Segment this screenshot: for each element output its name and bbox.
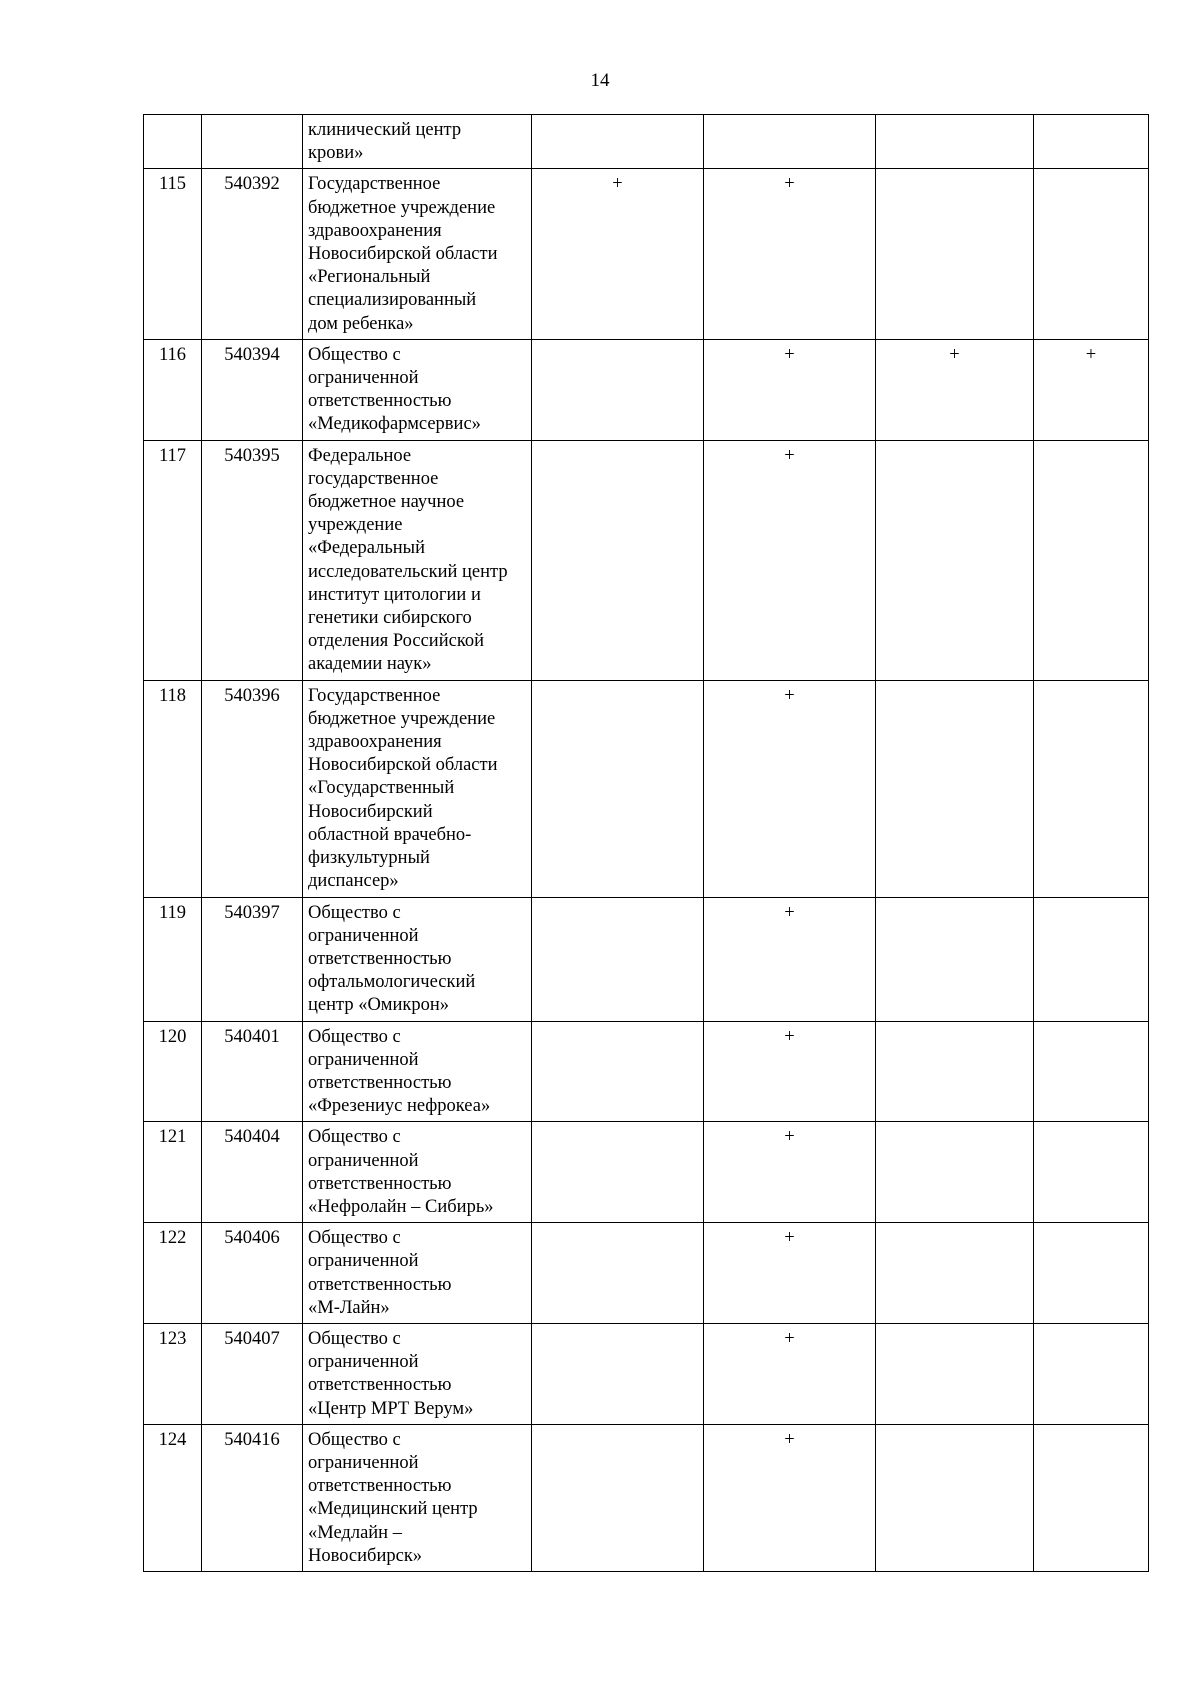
organization-name-line: «Государственный bbox=[308, 778, 455, 799]
organization-code: 540397 bbox=[202, 897, 303, 1021]
organization-name-line: ограниченной bbox=[308, 1049, 419, 1070]
organization-name-line: институт цитологии и bbox=[308, 584, 481, 605]
organization-name bbox=[303, 115, 532, 169]
mark-cell-2: + bbox=[704, 1021, 876, 1122]
mark-cell-2 bbox=[704, 115, 876, 169]
mark-cell-3: + bbox=[876, 339, 1034, 440]
mark-cell-4 bbox=[1034, 1122, 1149, 1223]
organization-name-line: центр «Омикрон» bbox=[308, 995, 450, 1016]
row-number: 124 bbox=[144, 1424, 202, 1571]
organization-name-line: ответственностью bbox=[308, 391, 452, 412]
organization-name-line: Общество с bbox=[308, 1328, 401, 1349]
organization-name-line: генетики сибирского bbox=[308, 608, 472, 629]
organization-name-line: «Нефролайн – Сибирь» bbox=[308, 1196, 494, 1217]
row-number: 120 bbox=[144, 1021, 202, 1122]
mark-cell-4 bbox=[1034, 440, 1149, 680]
mark-cell-3 bbox=[876, 1424, 1034, 1571]
mark-cell-1 bbox=[532, 1323, 704, 1424]
mark-cell-2: + bbox=[704, 440, 876, 680]
organization-code: 540401 bbox=[202, 1021, 303, 1122]
mark-cell-3 bbox=[876, 1122, 1034, 1223]
organization-name bbox=[303, 169, 532, 339]
organization-code: 540407 bbox=[202, 1323, 303, 1424]
organization-name-line: ограниченной bbox=[308, 1150, 419, 1171]
row-number: 117 bbox=[144, 440, 202, 680]
mark-cell-2: + bbox=[704, 680, 876, 897]
mark-cell-3 bbox=[876, 115, 1034, 169]
organization-name-line: учреждение bbox=[308, 515, 403, 536]
organization-name-line: областной врачебно- bbox=[308, 824, 472, 845]
mark-cell-1 bbox=[532, 1223, 704, 1324]
mark-cell-2: + bbox=[704, 897, 876, 1021]
row-number: 121 bbox=[144, 1122, 202, 1223]
table-row bbox=[144, 1223, 1149, 1324]
row-number: 122 bbox=[144, 1223, 202, 1324]
mark-cell-1 bbox=[532, 897, 704, 1021]
organization-name-line: «Федеральный bbox=[308, 538, 425, 559]
table-row bbox=[144, 1424, 1149, 1571]
organization-name-line: Новосибирской области bbox=[308, 244, 498, 265]
table-row bbox=[144, 1122, 1149, 1223]
organization-name-line: «Региональный bbox=[308, 267, 431, 288]
organization-code: 540394 bbox=[202, 339, 303, 440]
organization-code: 540396 bbox=[202, 680, 303, 897]
mark-cell-2: + bbox=[704, 339, 876, 440]
organization-name bbox=[303, 897, 532, 1021]
organization-code: 540406 bbox=[202, 1223, 303, 1324]
row-number: 123 bbox=[144, 1323, 202, 1424]
mark-cell-4 bbox=[1034, 1223, 1149, 1324]
organization-name-line: бюджетное учреждение bbox=[308, 197, 496, 218]
organization-name-line: «Медлайн – bbox=[308, 1522, 402, 1543]
organization-code: 540395 bbox=[202, 440, 303, 680]
mark-cell-3 bbox=[876, 1323, 1034, 1424]
organization-name-line: крови» bbox=[308, 143, 364, 164]
table-row bbox=[144, 1323, 1149, 1424]
organization-name-line: Новосибирск» bbox=[308, 1545, 423, 1566]
organization-name-line: бюджетное учреждение bbox=[308, 708, 496, 729]
organization-name-line: Общество с bbox=[308, 1429, 401, 1450]
mark-cell-2: + bbox=[704, 1223, 876, 1324]
organization-name-line: Государственное bbox=[308, 685, 441, 706]
organization-name-line: Общество с bbox=[308, 902, 401, 923]
organization-name-line: Новосибирский bbox=[308, 801, 433, 822]
organization-name-line: «М-Лайн» bbox=[308, 1297, 390, 1318]
row-number: 118 bbox=[144, 680, 202, 897]
organization-name-line: Федеральное bbox=[308, 445, 412, 466]
mark-cell-1 bbox=[532, 1424, 704, 1571]
organization-name bbox=[303, 1122, 532, 1223]
organization-name-line: «Медикофармсервис» bbox=[308, 414, 481, 435]
table-body bbox=[144, 115, 1149, 1572]
mark-cell-4 bbox=[1034, 1424, 1149, 1571]
mark-cell-1 bbox=[532, 1021, 704, 1122]
row-number: 119 bbox=[144, 897, 202, 1021]
mark-cell-3 bbox=[876, 1223, 1034, 1324]
organization-code: 540392 bbox=[202, 169, 303, 339]
mark-cell-3 bbox=[876, 440, 1034, 680]
organization-name-line: государственное bbox=[308, 468, 439, 489]
table-row bbox=[144, 169, 1149, 339]
organization-name-line: ответственностью bbox=[308, 1375, 452, 1396]
organization-name-line: диспансер» bbox=[308, 871, 399, 892]
mark-cell-2: + bbox=[704, 1323, 876, 1424]
page-number: 14 bbox=[590, 70, 610, 91]
organization-code bbox=[202, 115, 303, 169]
mark-cell-1 bbox=[532, 1122, 704, 1223]
organization-name-line: ограниченной bbox=[308, 925, 419, 946]
mark-cell-3 bbox=[876, 680, 1034, 897]
organization-name bbox=[303, 1223, 532, 1324]
mark-cell-3 bbox=[876, 1021, 1034, 1122]
table-row bbox=[144, 897, 1149, 1021]
organization-name-line: «Центр МРТ Верум» bbox=[308, 1398, 474, 1419]
row-number bbox=[144, 115, 202, 169]
organization-code: 540416 bbox=[202, 1424, 303, 1571]
organization-name-line: ответственностью bbox=[308, 948, 452, 969]
organization-name-line: Новосибирской области bbox=[308, 755, 498, 776]
table-row bbox=[144, 1021, 1149, 1122]
organization-name-line: «Фрезениус нефрокеа» bbox=[308, 1096, 491, 1117]
mark-cell-1: + bbox=[532, 169, 704, 339]
mark-cell-4: + bbox=[1034, 339, 1149, 440]
mark-cell-2: + bbox=[704, 169, 876, 339]
organization-name-line: ответственностью bbox=[308, 1072, 452, 1093]
organization-name bbox=[303, 339, 532, 440]
mark-cell-2: + bbox=[704, 1424, 876, 1571]
table-row bbox=[144, 339, 1149, 440]
mark-cell-1 bbox=[532, 680, 704, 897]
mark-cell-1 bbox=[532, 440, 704, 680]
organization-name-line: исследовательский центр bbox=[308, 561, 508, 582]
organization-name-line: отделения Российской bbox=[308, 631, 485, 652]
table-row bbox=[144, 440, 1149, 680]
organization-name bbox=[303, 440, 532, 680]
organization-name-line: бюджетное научное bbox=[308, 492, 465, 513]
mark-cell-4 bbox=[1034, 1021, 1149, 1122]
organization-name-line: Государственное bbox=[308, 174, 441, 195]
mark-cell-3 bbox=[876, 169, 1034, 339]
organization-name-line: ограниченной bbox=[308, 1352, 419, 1373]
organization-name-line: «Медицинский центр bbox=[308, 1499, 478, 1520]
mark-cell-4 bbox=[1034, 680, 1149, 897]
organization-name-line: ответственностью bbox=[308, 1476, 452, 1497]
mark-cell-4 bbox=[1034, 897, 1149, 1021]
mark-cell-3 bbox=[876, 897, 1034, 1021]
organization-name-line: ответственностью bbox=[308, 1274, 452, 1295]
organization-name-line: Общество с bbox=[308, 344, 401, 365]
registry-table bbox=[143, 114, 1149, 1572]
organization-code: 540404 bbox=[202, 1122, 303, 1223]
organization-name-line: физкультурный bbox=[308, 848, 430, 869]
mark-cell-1 bbox=[532, 115, 704, 169]
mark-cell-4 bbox=[1034, 1323, 1149, 1424]
mark-cell-1 bbox=[532, 339, 704, 440]
table-row bbox=[144, 115, 1149, 169]
row-number: 116 bbox=[144, 339, 202, 440]
organization-name bbox=[303, 1021, 532, 1122]
organization-name bbox=[303, 1323, 532, 1424]
organization-name bbox=[303, 680, 532, 897]
organization-name bbox=[303, 1424, 532, 1571]
table-row bbox=[144, 680, 1149, 897]
organization-name-line: Общество с bbox=[308, 1228, 401, 1249]
organization-name-line: клинический центр bbox=[308, 120, 462, 140]
organization-name-line: офтальмологический bbox=[308, 972, 476, 993]
organization-name-line: Общество с bbox=[308, 1127, 401, 1148]
mark-cell-4 bbox=[1034, 169, 1149, 339]
row-number: 115 bbox=[144, 169, 202, 339]
organization-name-line: ограниченной bbox=[308, 1452, 419, 1473]
organization-name-line: дом ребенка» bbox=[308, 313, 414, 334]
organization-name-line: ограниченной bbox=[308, 368, 419, 389]
mark-cell-4 bbox=[1034, 115, 1149, 169]
organization-name-line: здравоохранения bbox=[308, 732, 442, 753]
organization-name-line: ограниченной bbox=[308, 1251, 419, 1272]
organization-name-line: здравоохранения bbox=[308, 220, 442, 241]
organization-name-line: академии наук» bbox=[308, 654, 432, 675]
mark-cell-2: + bbox=[704, 1122, 876, 1223]
organization-name-line: ответственностью bbox=[308, 1173, 452, 1194]
organization-name-line: специализированный bbox=[308, 290, 477, 311]
organization-name-line: Общество с bbox=[308, 1026, 401, 1047]
